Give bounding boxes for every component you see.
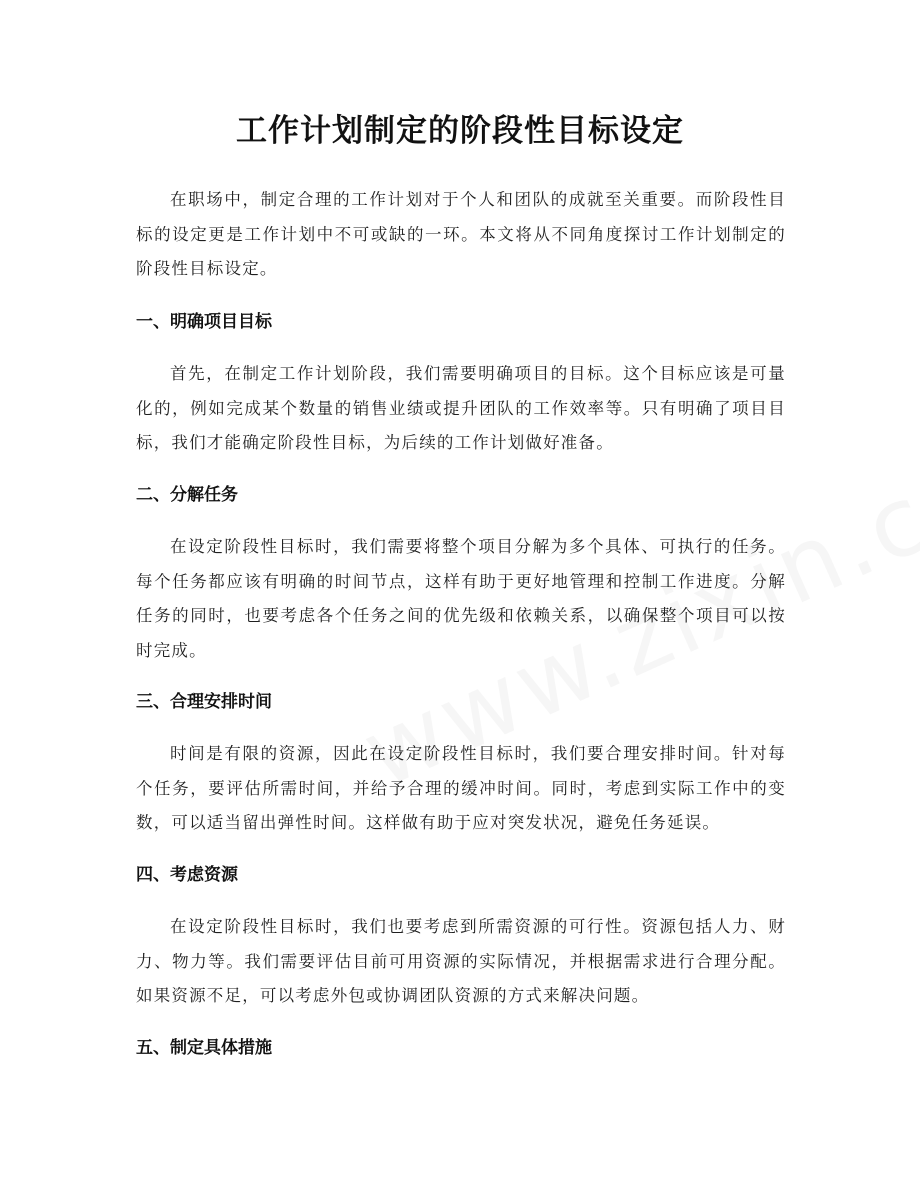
- section-body-4: 在设定阶段性目标时，我们也要考虑到所需资源的可行性。资源包括人力、财力、物力等。我们需要评估目前可用资源的实际情况，并根据需求进行合理分配。如果资源不足，可以考虑外包或协调团队资源的方式来解决问题。: [136, 917, 786, 1005]
- section-heading-1: 一、明确项目目标: [136, 312, 272, 332]
- section-heading-2: 二、分解任务: [136, 485, 238, 505]
- section-body-2: 在设定阶段性目标时，我们需要将整个项目分解为多个具体、可执行的任务。每个任务都应该有明确的时间节点，这样有助于更好地管理和控制工作进度。分解任务的同时，也要考虑各个任务之间的优先级和依赖关系，以确保整个项目可以按时完成。: [136, 537, 786, 660]
- section-heading-5: 五、制定具体措施: [136, 1038, 272, 1058]
- page-title: 工作计划制定的阶段性目标设定: [236, 113, 684, 149]
- section-body-1: 首先，在制定工作计划阶段，我们需要明确项目的目标。这个目标应该是可量化的，例如完成某个数量的销售业绩或提升团队的工作效率等。只有明确了项目目标，我们才能确定阶段性目标，为后续的工作计划做好准备。: [136, 364, 786, 452]
- section-heading-4: 四、考虑资源: [136, 865, 238, 885]
- intro-paragraph: 在职场中，制定合理的工作计划对于个人和团队的成就至关重要。而阶段性目标的设定更是工作计划中不可或缺的一环。本文将从不同角度探讨工作计划制定的阶段性目标设定。: [136, 190, 786, 278]
- section-body-3: 时间是有限的资源，因此在设定阶段性目标时，我们要合理安排时间。针对每个任务，要评估所需时间，并给予合理的缓冲时间。同时，考虑到实际工作中的变数，可以适当留出弹性时间。这样做有助于应对突发状况，避免任务延误。: [136, 744, 786, 832]
- section-heading-3: 三、合理安排时间: [136, 692, 272, 712]
